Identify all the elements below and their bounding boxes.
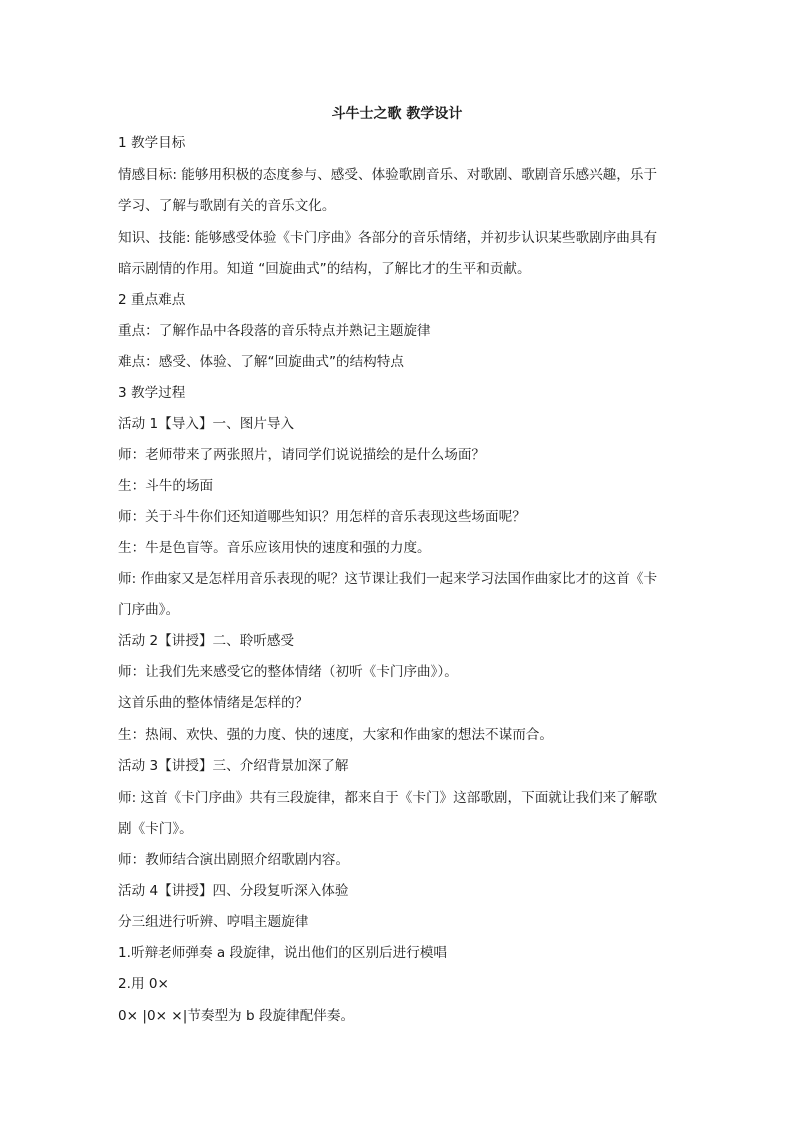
paragraph-line: 师: 作曲家又是怎样用音乐表现的呢？这节课让我们一起来学习法国作曲家比才的这首《卡 xyxy=(118,571,658,587)
paragraph-line: 师：老师带来了两张照片，请同学们说说描绘的是什么场面？ xyxy=(118,447,486,463)
paragraph-line: 情感目标: 能够用积极的态度参与、感受、体验歌剧音乐、对歌剧、歌剧音乐感兴趣，乐于 xyxy=(118,167,658,183)
paragraph-line: 1.听辩老师弹奏 a 段旋律，说出他们的区别后进行模唱 xyxy=(118,945,448,961)
paragraph-line: 知识、技能: 能够感受体验《卡门序曲》各部分的音乐情绪，并初步认识某些歌剧序曲具有 xyxy=(118,230,658,246)
section-heading-key-points: 2 重点难点 xyxy=(118,292,186,308)
paragraph-line: 0× |0× ×|节奏型为 b 段旋律配伴奏。 xyxy=(118,1008,355,1024)
document-title: 斗牛士之歌 教学设计 xyxy=(331,106,463,122)
paragraph-line: 生：斗牛的场面 xyxy=(118,478,214,494)
paragraph-line: 师：教师结合演出剧照介绍歌剧内容。 xyxy=(118,852,350,868)
section-heading-process: 3 教学过程 xyxy=(118,385,186,401)
activity-heading: 活动 4【讲授】四、分段复听深入体验 xyxy=(118,883,349,899)
paragraph-line: 生：热闹、欢快、强的力度、快的速度，大家和作曲家的想法不谋而合。 xyxy=(118,727,553,743)
paragraph-line: 重点：了解作品中各段落的音乐特点并熟记主题旋律 xyxy=(118,323,431,339)
paragraph-line: 师：关于斗牛你们还知道哪些知识？用怎样的音乐表现这些场面呢？ xyxy=(118,509,526,525)
paragraph-line: 分三组进行听辨、哼唱主题旋律 xyxy=(118,914,309,930)
paragraph-line: 2.用 0× xyxy=(118,976,169,992)
paragraph-line: 师: 这首《卡门序曲》共有三段旋律，都来自于《卡门》这部歌剧，下面就让我们来了解歌 xyxy=(118,790,658,806)
paragraph-line: 暗示剧情的作用。知道 “回旋曲式”的结构，了解比才的生平和贡献。 xyxy=(118,261,531,277)
paragraph-line: 师：让我们先来感受它的整体情绪（初听《卡门序曲》）。 xyxy=(118,664,458,680)
paragraph-line: 学习、了解与歌剧有关的音乐文化。 xyxy=(118,198,336,214)
paragraph-line: 难点：感受、体验、了解“回旋曲式”的结构特点 xyxy=(118,354,404,370)
paragraph-line: 门序曲》。 xyxy=(118,602,180,618)
paragraph-line: 剧《卡门》。 xyxy=(118,821,193,837)
activity-heading: 活动 3【讲授】三、介绍背景加深了解 xyxy=(118,758,349,774)
activity-heading: 活动 2【讲授】二、聆听感受 xyxy=(118,633,295,649)
paragraph-line: 这首乐曲的整体情绪是怎样的？ xyxy=(118,695,309,711)
section-heading-goals: 1 教学目标 xyxy=(118,135,186,151)
activity-heading: 活动 1【导入】一、图片导入 xyxy=(118,416,295,432)
paragraph-line: 生：牛是色盲等。音乐应该用快的速度和强的力度。 xyxy=(118,540,431,556)
